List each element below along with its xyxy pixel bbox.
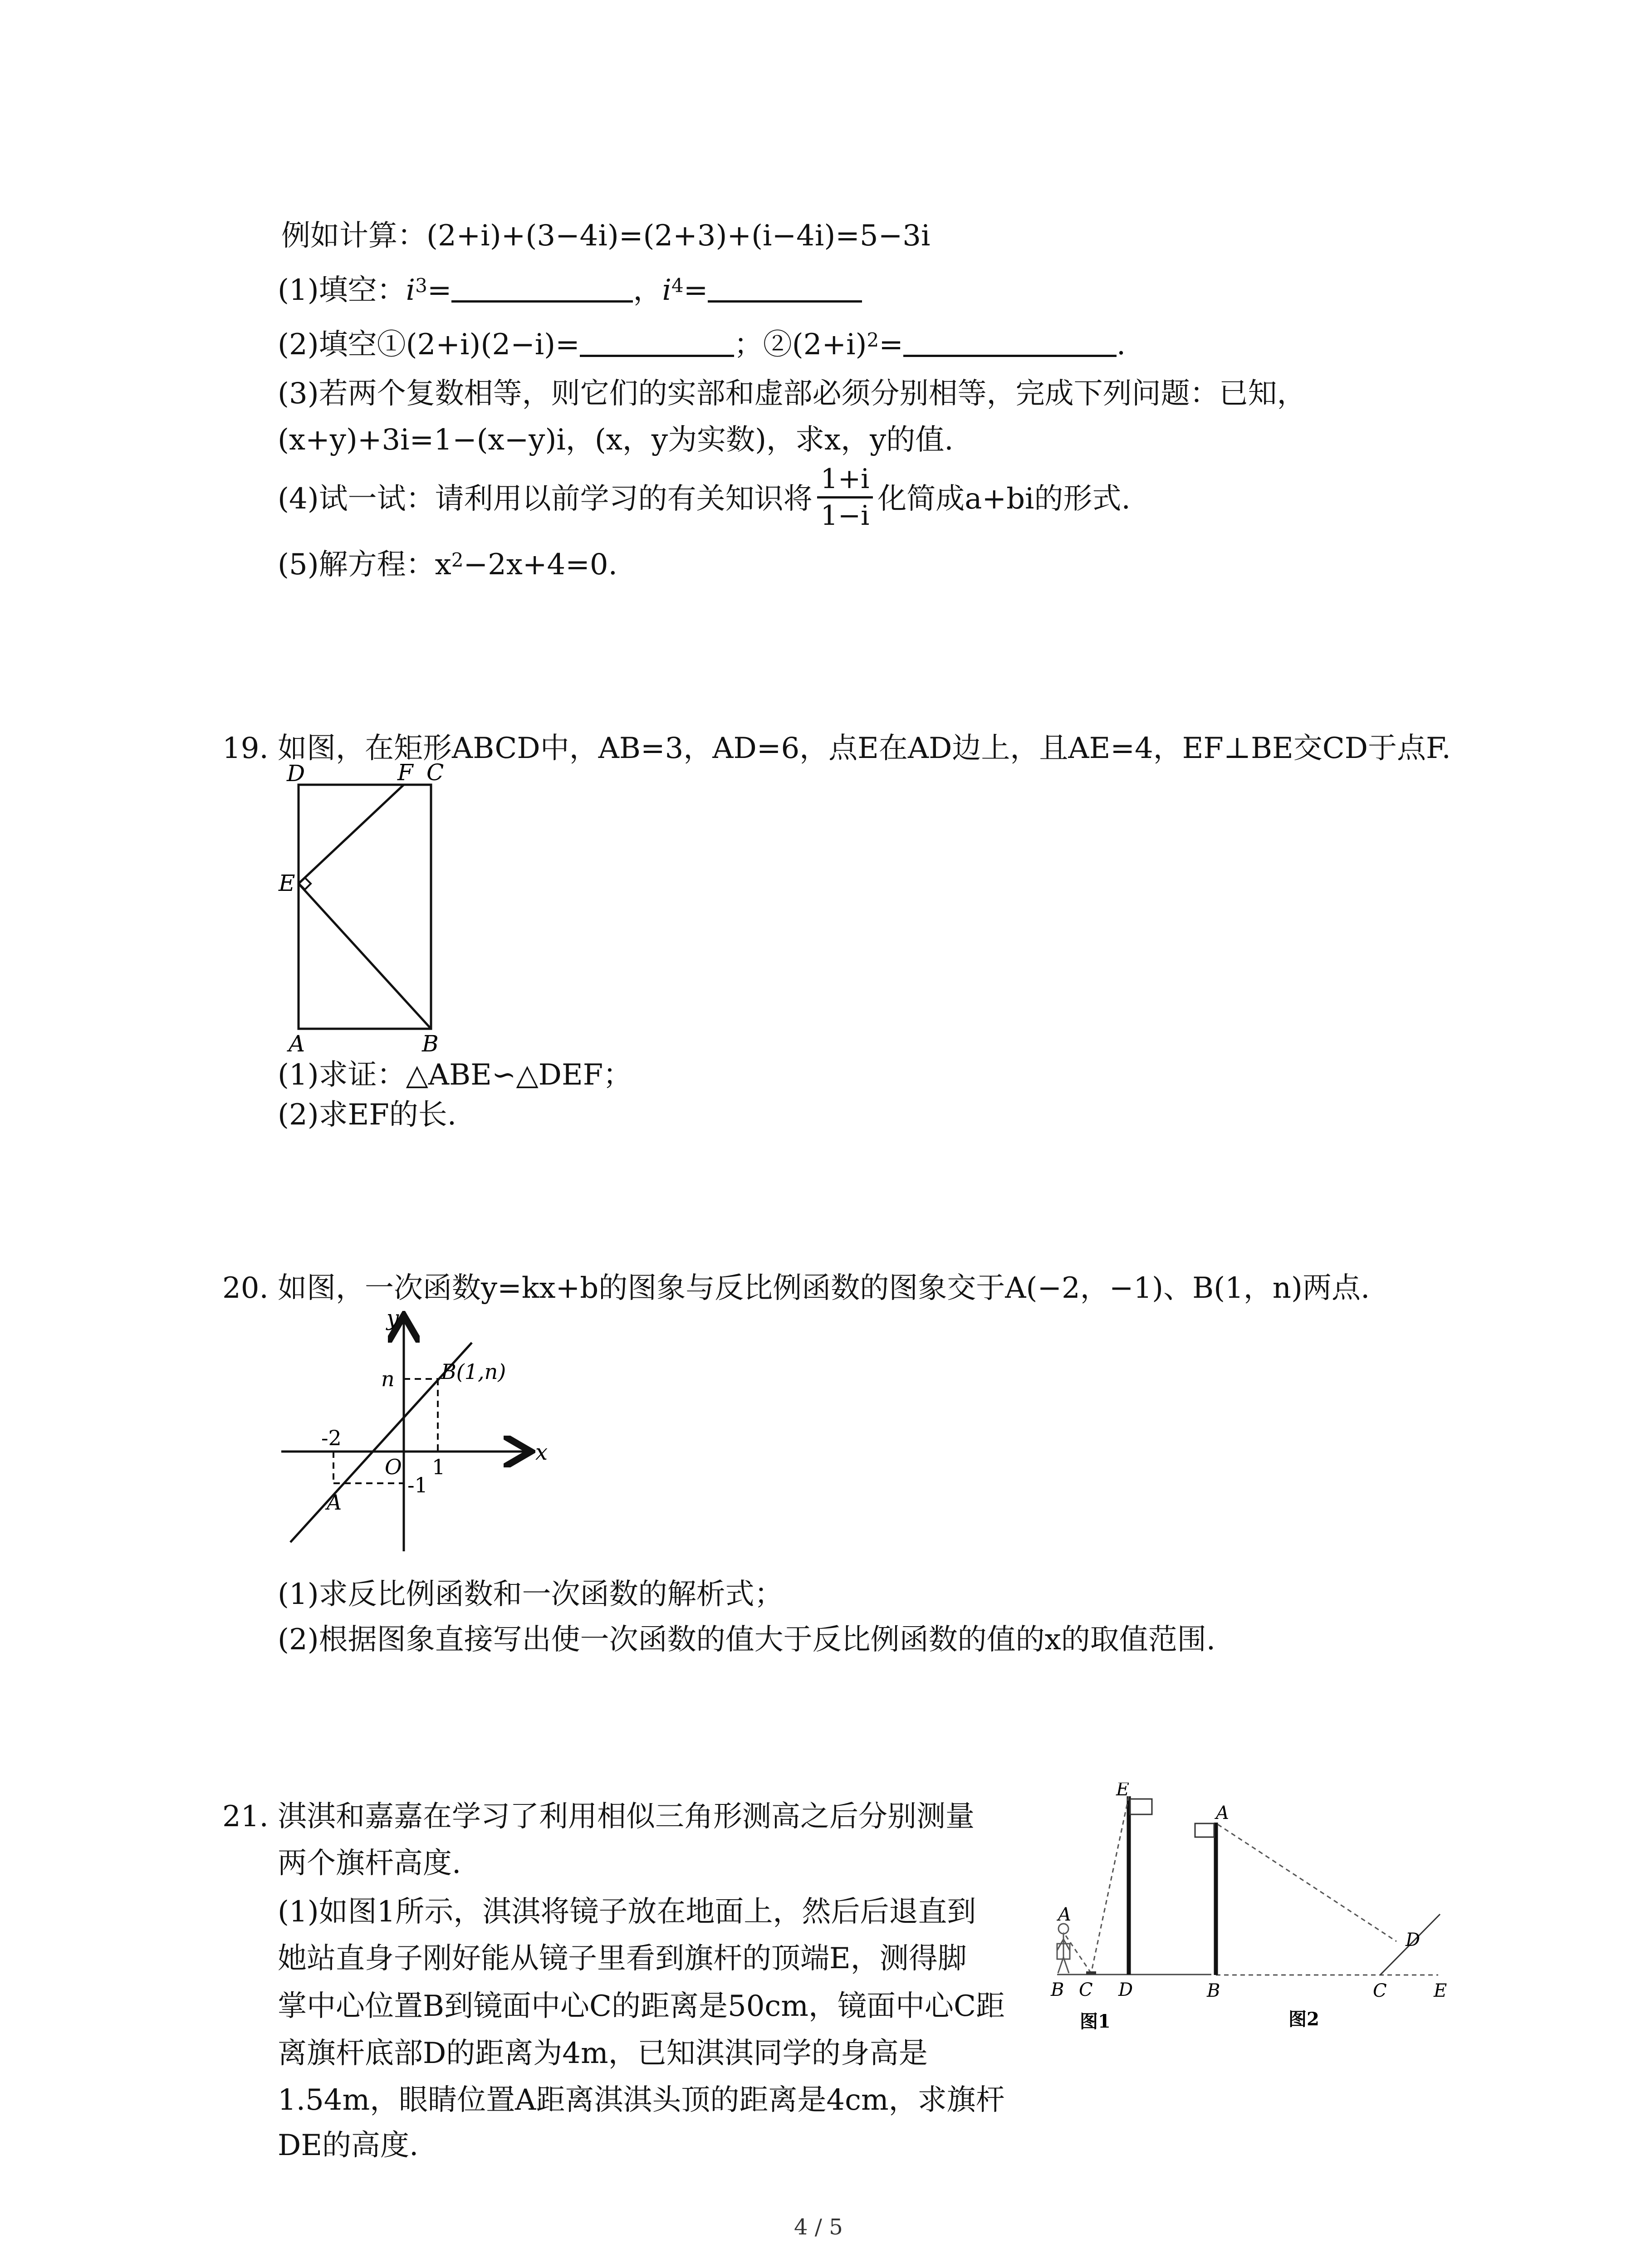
label-a: A <box>327 1490 342 1515</box>
label-a: A <box>1216 1803 1229 1823</box>
label-y: y <box>387 1306 399 1331</box>
fraction: $\frac{1+i}{1-i}$ <box>817 462 873 533</box>
dashed-shadow-ray <box>1218 1824 1396 1941</box>
answer-blank[interactable] <box>451 272 633 303</box>
label-e: E <box>1434 1980 1447 2001</box>
q20-part1: (1)求反比例函数和一次函数的解析式； <box>278 1578 784 1611</box>
label-c: C <box>426 762 444 786</box>
caption-fig2: 图2 <box>1288 2009 1319 2030</box>
q21-line: 掌中心位置B到镜面中心C的距离是50cm，镜面中心C距 <box>278 1989 1005 2023</box>
label-d: D <box>287 762 305 787</box>
q19-number: 19. <box>222 732 269 765</box>
q20-part2: (2)根据图象直接写出使一次函数的值大于反比例函数的值的x的取值范围. <box>278 1623 1216 1657</box>
q19-rectangle-figure <box>272 762 463 1052</box>
label-d: D <box>1406 1930 1421 1950</box>
page-number: 4 / 5 <box>794 2214 843 2240</box>
right-angle-mark <box>299 878 311 890</box>
label-d: D <box>1118 1980 1133 2000</box>
label-e: E <box>279 870 295 896</box>
label-origin: O <box>385 1455 402 1479</box>
q21-line: (1)如图1所示，淇淇将镜子放在地面上，然后后退直到 <box>278 1895 976 1929</box>
label-b: B <box>1207 1980 1220 2001</box>
q18-part1: (1)填空：$i^3=$ ，$i^4=$ <box>278 272 862 308</box>
flag <box>1195 1823 1214 1837</box>
flag <box>1130 1799 1152 1814</box>
label-minus-two: -2 <box>321 1426 342 1450</box>
q21-figure-2 <box>1193 1801 1465 2037</box>
q19-part2: (2)求EF的长. <box>278 1098 457 1132</box>
q21-line: 她站直身子刚好能从镜子里看到旗杆的顶端E，测得脚 <box>278 1942 967 1975</box>
q21-line: 两个旗杆高度. <box>278 1847 461 1880</box>
q20-number: 20. <box>222 1271 269 1305</box>
q21-number: 21. <box>222 1800 269 1833</box>
q20-graph-figure <box>272 1306 563 1560</box>
label-c: C <box>1373 1980 1387 2001</box>
label-minus-one: -1 <box>407 1473 428 1497</box>
label-one: 1 <box>432 1455 446 1479</box>
segment-eb <box>299 884 431 1029</box>
q18-part2: (2)填空①(2+i)(2−i)= ；$②(2+i)^2=$ . <box>278 327 1126 363</box>
label-e: E <box>1116 1783 1130 1800</box>
q21-line: 1.54m，眼睛位置A距离淇淇头顶的距离是4cm，求旗杆 <box>278 2083 1005 2117</box>
dashed-light-ray <box>1091 1796 1129 1973</box>
q18-part4: (4)试一试：请利用以前学习的有关知识将 $\frac{1+i}{1-i}$ 化简成a+bi的形式. <box>278 458 1131 540</box>
answer-blank[interactable] <box>708 272 862 303</box>
answer-blank[interactable] <box>580 327 734 357</box>
label-c: C <box>1079 1980 1093 2000</box>
label-a: A <box>1058 1904 1071 1925</box>
q21-line: DE的高度. <box>278 2129 419 2162</box>
label-b: B <box>1051 1980 1064 2000</box>
q19-part1: (1)求证：△ABE∽△DEF； <box>278 1058 632 1092</box>
label-b: B(1,n) <box>441 1359 506 1384</box>
caption-fig1: 图1 <box>1080 2011 1111 2032</box>
q19-stem: 如图，在矩形ABCD中，AB=3，AD=6，点E在AD边上，且AE=4，EF⊥BE交CD于点F. <box>278 732 1451 765</box>
label-f: F <box>397 762 413 786</box>
label-x: x <box>535 1440 548 1465</box>
q18-example: 例如计算：(2+i)+(3−4i)=(2+3)+(i−4i)=5−3i <box>281 219 931 253</box>
q18-part3-line2: (x+y)+3i=1−(x−y)i，(x，y为实数)，求x，y的值. <box>278 423 954 457</box>
label-b: B <box>422 1031 439 1052</box>
dashed-light-ray <box>1063 1932 1091 1973</box>
q20-stem: 如图，一次函数y=kx+b的图象与反比例函数的图象交于A(−2，−1)、B(1，n)两点. <box>278 1271 1370 1305</box>
q18-part3-line1: (3)若两个复数相等，则它们的实部和虚部必须分别相等，完成下列问题：已知， <box>278 377 1306 411</box>
mirror <box>1086 1971 1096 1975</box>
label-a: A <box>289 1031 305 1052</box>
answer-blank[interactable] <box>903 327 1117 357</box>
label-n: n <box>381 1367 395 1391</box>
q21-line: 离旗杆底部D的距离为4m，已知淇淇同学的身高是 <box>278 2037 928 2070</box>
q21-line: 淇淇和嘉嘉在学习了利用相似三角形测高之后分别测量 <box>278 1800 975 1833</box>
q18-part5: (5)解方程：$x^2-2x+4=0$. <box>278 548 617 582</box>
person-figure <box>1057 1924 1070 1973</box>
segment-ef <box>299 785 404 884</box>
